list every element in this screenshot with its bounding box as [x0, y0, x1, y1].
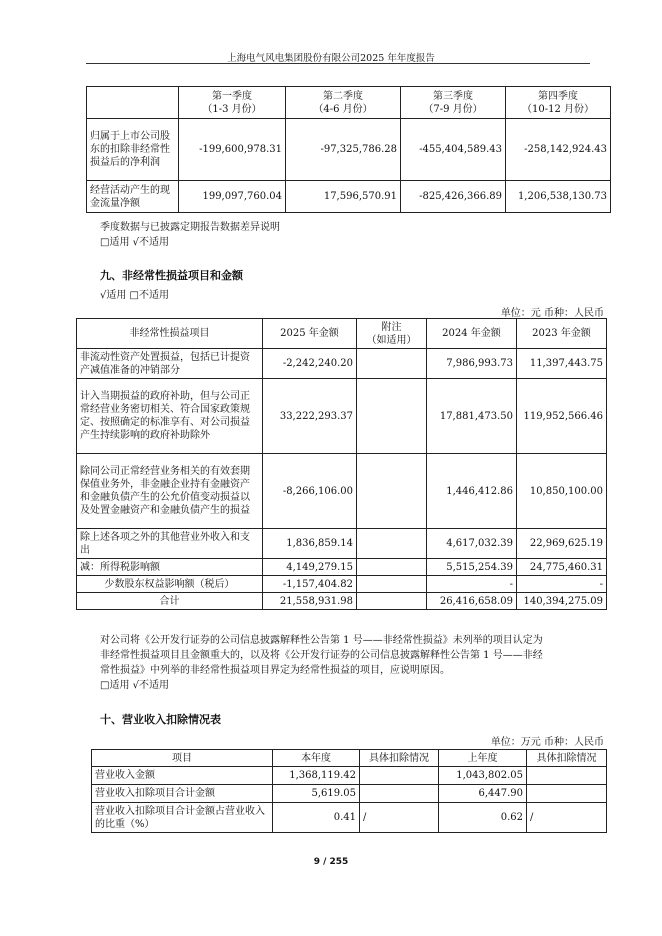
table-row	[92, 767, 607, 785]
cell-note	[357, 576, 427, 593]
quarter-header-q1: 第一季度 （1-3 月份）	[179, 87, 286, 119]
cell-value: 199,097,760.04	[179, 181, 286, 213]
cell-value: -199,600,978.31	[179, 119, 286, 181]
quarter-header-q3: 第三季度 （7-9 月份）	[401, 87, 506, 119]
quarter-note-text: 季度数据与已披露定期报告数据差异说明	[100, 222, 280, 233]
cell-value: -97,325,786.28	[286, 119, 401, 181]
cell-value: 1,043,802.05	[439, 767, 527, 785]
quarter-header-q2: 第二季度 （4-6 月份）	[286, 87, 401, 119]
cell-value: 5,619.05	[273, 785, 360, 803]
header-item: 非经常性损益项目	[77, 319, 263, 349]
cell-value: -2,242,240.20	[263, 349, 357, 379]
row-label: 减：所得税影响额	[77, 559, 263, 576]
row-label: 非流动性资产处置损益，包括已计提资产减值准备的冲销部分	[77, 349, 263, 379]
table-row	[77, 454, 607, 529]
cell-value: 0.62	[439, 803, 527, 833]
cell-value: 5,515,254.39	[427, 559, 517, 576]
table-row	[87, 119, 611, 181]
row-label: 归属于上市公司股东的扣除非经常性损益后的净利润	[87, 119, 179, 181]
table-row	[77, 349, 607, 379]
cell-value: 17,596,570.91	[286, 181, 401, 213]
header-prior-year: 上年度	[439, 750, 527, 767]
row-label: 合计	[77, 593, 263, 610]
section9-note-line2: 非经常性损益项目且金额重大的，以及将《公开发行证券的公司信息披露解释性公告第 1 号——非经	[100, 650, 543, 661]
nonrecurring-table	[76, 318, 607, 610]
cell-value: -	[517, 576, 607, 593]
row-label: 营业收入扣除项目合计金额占营业收入的比重（%）	[92, 803, 273, 833]
page-number: 9 / 255	[313, 857, 349, 867]
cell-value: 24,775,460.31	[517, 559, 607, 576]
row-label: 营业收入扣除项目合计金额	[92, 785, 273, 803]
revenue-deduction-table	[91, 749, 607, 833]
cell-value: 1,368,119.42	[273, 767, 360, 785]
cell-value: 10,850,100.00	[517, 454, 607, 529]
cell-detail	[527, 785, 607, 803]
cell-value: -258,142,924.43	[506, 119, 611, 181]
cell-value: 1,836,859.14	[263, 529, 357, 559]
row-label: 计入当期损益的政府补助，但与公司正常经营业务密切相关、符合国家政策规定、按照确定的标准享有、对公司损益产生持续影响的政府补助除外	[77, 379, 263, 454]
row-label: 少数股东权益影响额（税后）	[77, 576, 263, 593]
section9-note-line1: 对公司将《公开发行证券的公司信息披露解释性公告第 1 号——非经常性损益》未列举的项目认定为	[100, 635, 543, 646]
cell-value: 33,222,293.37	[263, 379, 357, 454]
cell-value: 1,206,538,130.73	[506, 181, 611, 213]
header-2024: 2024 年金额	[427, 319, 517, 349]
header-current-year: 本年度	[273, 750, 360, 767]
row-label: 营业收入金额	[92, 767, 273, 785]
quarter-corner-cell	[87, 87, 179, 119]
header-divider	[86, 63, 590, 64]
row-label: 经营活动产生的现金流量净额	[87, 181, 179, 213]
cell-value: 0.41	[273, 803, 360, 833]
cell-note	[357, 593, 427, 610]
cell-note	[357, 559, 427, 576]
section9-title: 九、非经常性损益项目和金额	[100, 269, 243, 282]
table-row	[92, 803, 607, 833]
cell-note	[357, 529, 427, 559]
cell-value: 140,394,275.09	[517, 593, 607, 610]
cell-note	[357, 454, 427, 529]
cell-value: 22,969,625.19	[517, 529, 607, 559]
cell-note	[357, 349, 427, 379]
cell-value: 21,558,931.98	[263, 593, 357, 610]
section10-unit: 单位：万元 币种：人民币	[490, 737, 604, 748]
cell-value: -8,266,106.00	[263, 454, 357, 529]
section9-note-line3: 常性损益》中列举的非经常性损益项目界定为经常性损益的项目，应说明原因。	[100, 665, 450, 676]
cell-value: 11,397,443.75	[517, 349, 607, 379]
header-current-detail: 具体扣除情况	[360, 750, 439, 767]
cell-detail	[527, 767, 607, 785]
nonrecurring-header-row	[77, 319, 607, 349]
revenue-header-row	[92, 750, 607, 767]
table-row	[77, 593, 607, 610]
section9-unit: 单位：元 币种：人民币	[500, 308, 604, 319]
cell-value: -1,157,404.82	[263, 576, 357, 593]
quarter-table	[86, 86, 611, 213]
cell-detail: /	[360, 803, 439, 833]
cell-value: -455,404,589.43	[401, 119, 506, 181]
table-row	[77, 529, 607, 559]
cell-value: 7,986,993.73	[427, 349, 517, 379]
cell-value: -825,426,366.89	[401, 181, 506, 213]
table-row	[87, 181, 611, 213]
cell-detail: /	[527, 803, 607, 833]
header-prior-detail: 具体扣除情况	[527, 750, 607, 767]
cell-value: 17,881,473.50	[427, 379, 517, 454]
section9-note-options: □适用 √不适用	[100, 680, 169, 691]
header-2025: 2025 年金额	[263, 319, 357, 349]
row-label: 除同公司正常经营业务相关的有效套期保值业务外，非金融企业持有金融资产和金融负债产生的公允价值变动损益以及处置金融资产和金融负债产生的损益	[77, 454, 263, 529]
row-label: 除上述各项之外的其他营业外收入和支出	[77, 529, 263, 559]
cell-detail	[360, 785, 439, 803]
page-header: 上海电气风电集团股份有限公司2025 年年度报告	[227, 53, 435, 64]
header-item: 项目	[92, 750, 273, 767]
quarter-header-q4: 第四季度 （10-12 月份）	[506, 87, 611, 119]
section10-title: 十、营业收入扣除情况表	[100, 713, 221, 726]
table-row	[77, 379, 607, 454]
cell-value: 119,952,566.46	[517, 379, 607, 454]
cell-value: 26,416,658.09	[427, 593, 517, 610]
cell-value: 6,447.90	[439, 785, 527, 803]
header-2023: 2023 年金额	[517, 319, 607, 349]
cell-value: 1,446,412.86	[427, 454, 517, 529]
quarter-note-options: □适用 √不适用	[100, 237, 169, 248]
table-row	[77, 559, 607, 576]
cell-value: 4,149,279.15	[263, 559, 357, 576]
cell-value: -	[427, 576, 517, 593]
header-note: 附注 （如适用）	[357, 319, 427, 349]
cell-note	[357, 379, 427, 454]
table-row	[77, 576, 607, 593]
cell-detail	[360, 767, 439, 785]
cell-value: 4,617,032.39	[427, 529, 517, 559]
section9-options: √适用 □不适用	[100, 290, 169, 301]
table-row	[92, 785, 607, 803]
quarter-header-row	[87, 87, 611, 119]
